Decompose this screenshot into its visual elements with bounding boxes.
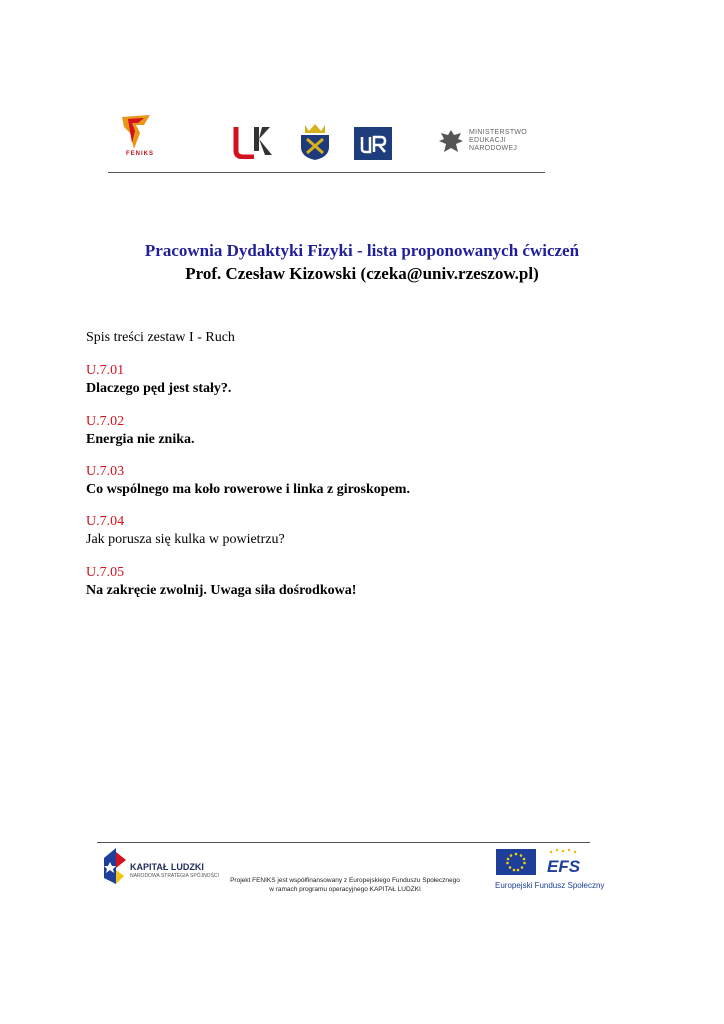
list-item	[86, 413, 195, 449]
toc-heading: Spis treści zestaw I - Ruch	[86, 330, 235, 345]
men-line: NARODOWEJ	[469, 145, 518, 152]
exercise-title: Dlaczego pęd jest stały?.	[86, 381, 232, 396]
exercise-title: Co wspólnego ma koło rowerowe i linka z giroskopem.	[86, 482, 410, 497]
eagle-emblem-icon	[437, 127, 465, 157]
men-logo-text	[469, 129, 527, 153]
project-note	[225, 876, 465, 894]
list-item	[86, 513, 285, 549]
exercise-title: Jak porusza się kulka w powietrzu?	[86, 532, 285, 547]
uk-logo	[232, 125, 284, 159]
ur-logo	[354, 127, 392, 160]
list-item	[86, 362, 231, 398]
page-subtitle: Prof. Czesław Kizowski (czeka@univ.rzeszow.pl)	[185, 264, 539, 283]
feniks-logo	[114, 113, 166, 161]
uj-crest-logo	[295, 121, 335, 161]
feniks-flame-icon	[114, 113, 166, 153]
exercise-code: U.7.01	[86, 363, 125, 378]
men-line: EDUKACJI	[469, 137, 507, 144]
kapital-ludzki-subtitle: NARODOWA STRATEGIA SPÓJNOŚCI	[130, 873, 219, 879]
list-item	[86, 564, 356, 600]
svg-text:EFS: EFS	[547, 857, 581, 876]
eu-flag-logo	[496, 849, 536, 875]
exercise-code: U.7.02	[86, 414, 125, 429]
men-logo	[437, 127, 547, 161]
footer-divider	[97, 842, 590, 843]
kapital-ludzki-logo	[100, 844, 130, 890]
project-note-line: Projekt FENIKS jest współfinansowany z Europejskiego Funduszu Społecznego	[230, 877, 460, 884]
page-title: Pracownia Dydaktyki Fizyki - lista proponowanych ćwiczeń	[144, 241, 580, 260]
efs-logo	[545, 848, 585, 876]
exercise-code: U.7.03	[86, 464, 125, 479]
men-line: MINISTERSTWO	[469, 129, 528, 136]
exercise-code: U.7.04	[86, 514, 125, 529]
efs-caption: Europejski Fundusz Społeczny	[495, 881, 605, 890]
eu-stars-icon	[496, 849, 536, 875]
exercise-code: U.7.05	[86, 565, 125, 580]
exercise-title: Na zakręcie zwolnij. Uwaga siła dośrodkowa!	[86, 583, 357, 598]
feniks-logo-text: FENIKS	[125, 151, 154, 157]
kapital-ludzki-title: KAPITAŁ LUDZKI	[130, 862, 204, 872]
project-note-line: w ramach programu operacyjnego KAPITAŁ LUDZKI	[269, 886, 421, 893]
exercise-title: Energia nie znika.	[86, 432, 195, 447]
header-divider	[108, 172, 545, 173]
list-item	[86, 463, 410, 499]
